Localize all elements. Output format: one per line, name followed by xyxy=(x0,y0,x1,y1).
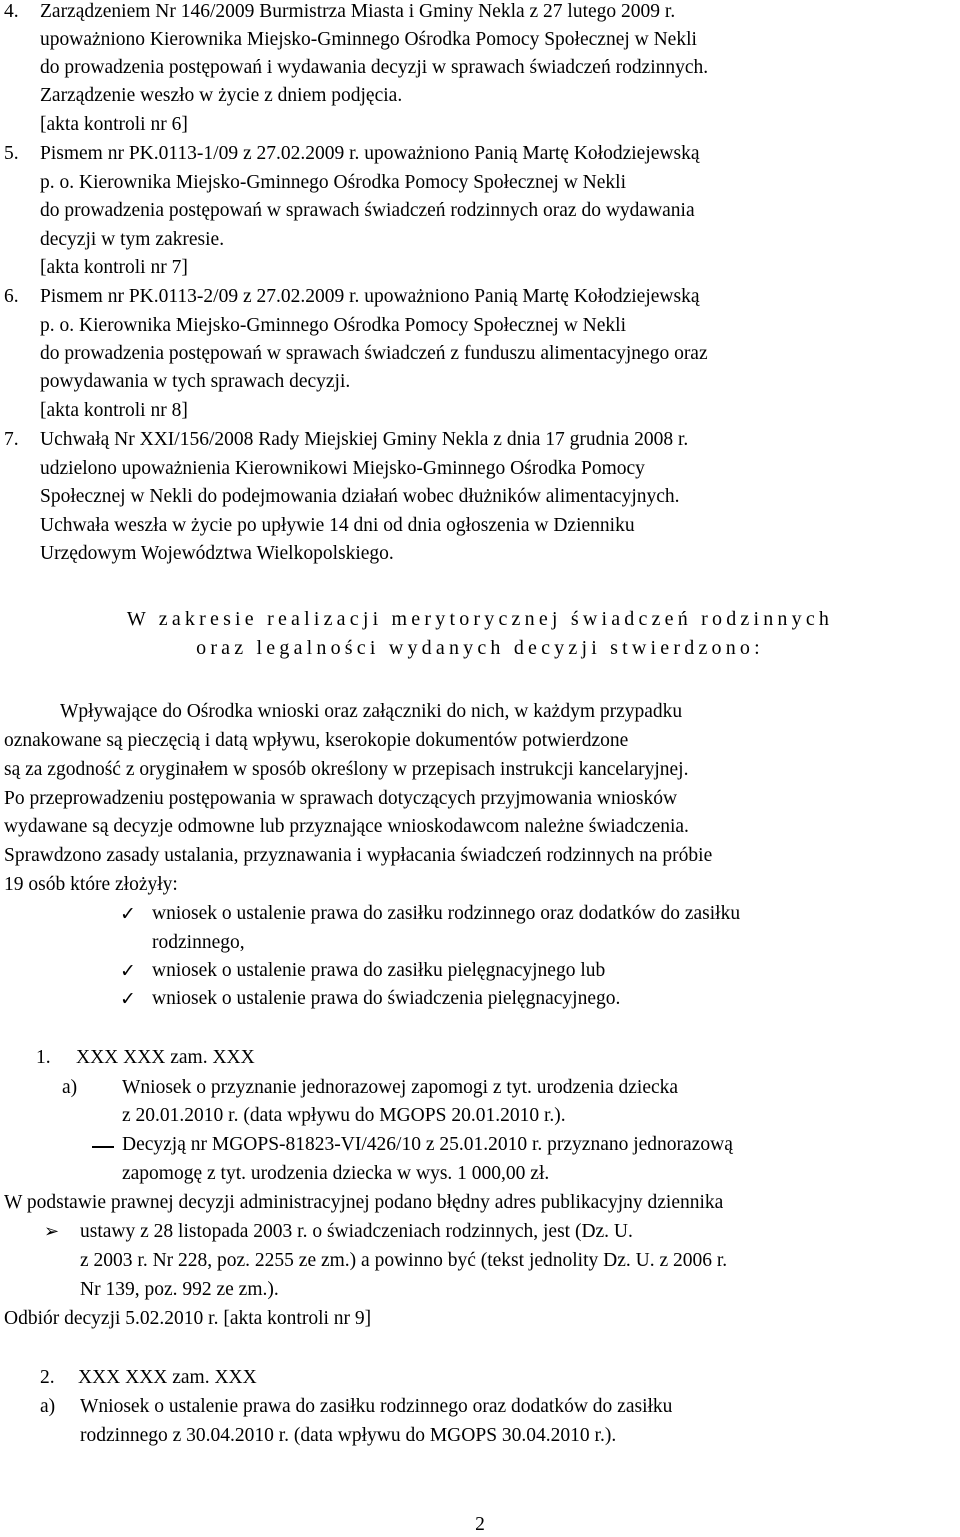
list-line: Zarządzenie weszło w życie z dniem podjęcia. xyxy=(40,85,403,106)
check-item-line: wniosek o ustalenie prawa do zasiłku rodzinnego oraz dodatków do zasiłku xyxy=(152,903,741,924)
list-number: 7. xyxy=(4,429,19,450)
case-number: 2. xyxy=(40,1367,55,1388)
case-subitem-line: Wniosek o ustalenie prawa do zasiłku rodzinnego oraz dodatków do zasiłku xyxy=(80,1396,673,1417)
list-line: powydawania w tych sprawach decyzji. xyxy=(40,371,351,392)
arrow-item-line: Nr 139, poz. 992 ze zm.). xyxy=(80,1279,279,1300)
case-name: XXX XXX zam. XXX xyxy=(76,1047,255,1068)
section-heading: W zakresie realizacji merytorycznej świadczeń rodzinnych xyxy=(126,608,834,630)
check-item-line: wniosek o ustalenie prawa do zasiłku pielęgnacyjnego lub xyxy=(152,960,606,981)
text: Zarządzeniem Nr 146/2009 Burmistrza Miasta i Gminy Nekla z 27 lutego 2009 r. xyxy=(40,1,676,22)
list-line: [akta kontroli nr 8] xyxy=(40,400,188,421)
list-line: udzielono upoważnienia Kierownikowi Miejsko-Gminnego Ośrodka Pomocy xyxy=(40,458,645,479)
case-decision-line: zapomogę z tyt. urodzenia dziecka w wys. 1 000,00 zł. xyxy=(122,1163,550,1184)
paragraph-line: są za zgodność z oryginałem w sposób określony w przepisach instrukcji kancelaryjnej. xyxy=(4,759,689,780)
list-number: 6. xyxy=(4,286,19,307)
list-line: p. o. Kierownika Miejsko-Gminnego Ośrodka Pomocy Społecznej w Nekli xyxy=(40,315,626,336)
case-subitem-line: z 20.01.2010 r. (data wpływu do MGOPS 20.01.2010 r.). xyxy=(122,1105,566,1126)
paragraph-line: Wpływające do Ośrodka wnioski oraz załączniki do nich, w każdym przypadku xyxy=(60,701,683,722)
case-subitem-line: Wniosek o przyznanie jednorazowej zapomogi z tyt. urodzenia dziecka xyxy=(122,1077,679,1098)
paragraph-line: wydawane są decyzje odmowne lub przyznające wnioskodawcom należne świadczenia. xyxy=(4,816,689,837)
list-line: [akta kontroli nr 6] xyxy=(40,114,188,135)
paragraph-line: Sprawdzono zasady ustalania, przyznawania i wypłacania świadczeń rodzinnych na próbie xyxy=(4,845,713,866)
paragraph-line: oznakowane są pieczęcią i datą wpływu, kserokopie dokumentów potwierdzone xyxy=(4,730,629,751)
paragraph-line: Po przeprowadzeniu postępowania w sprawach dotyczących przyjmowania wniosków xyxy=(4,788,678,809)
list-line: do prowadzenia postępowań w sprawach świadczeń z funduszu alimentacyjnego oraz xyxy=(40,343,708,364)
case-number: 1. xyxy=(36,1047,51,1068)
case-decision-line: Decyzją nr MGOPS-81823-VI/426/10 z 25.01.2010 r. przyznano jednorazową xyxy=(122,1134,733,1155)
dash-bullet-icon xyxy=(92,1146,114,1148)
case-subitem-label: a) xyxy=(62,1077,78,1098)
list-number: 5. xyxy=(4,143,19,164)
list-line: p. o. Kierownika Miejsko-Gminnego Ośrodka Pomocy Społecznej w Nekli xyxy=(40,172,626,193)
list-line: Społecznej w Nekli do podejmowania działań wobec dłużników alimentacyjnych. xyxy=(40,486,680,507)
check-mark-icon: ✓ xyxy=(120,988,136,1010)
list-line: [akta kontroli nr 7] xyxy=(40,257,188,278)
list-line: Uchwała weszła w życie po upływie 14 dni od dnia ogłoszenia w Dzienniku xyxy=(40,515,635,536)
check-mark-icon: ✓ xyxy=(120,960,136,982)
list-line: do prowadzenia postępowań w sprawach świadczeń rodzinnych oraz do wydawania xyxy=(40,200,695,221)
arrow-item-line: z 2003 r. Nr 228, poz. 2255 ze zm.) a powinno być (tekst jednolity Dz. U. z 2006 r. xyxy=(80,1250,728,1271)
paragraph-line: 19 osób które złożyły: xyxy=(4,874,178,895)
list-line: upoważniono Kierownika Miejsko-Gminnego Ośrodka Pomocy Społecznej w Nekli xyxy=(40,29,697,50)
list-line: Uchwałą Nr XXI/156/2008 Rady Miejskiej Gminy Nekla z dnia 17 grudnia 2008 r. xyxy=(40,429,689,450)
section-heading: oraz legalności wydanych decyzji stwierdzono: xyxy=(196,637,764,659)
case-subitem-label: a) xyxy=(40,1396,56,1417)
list-line: do prowadzenia postępowań i wydawania decyzji w sprawach świadczeń rodzinnych. xyxy=(40,57,709,78)
list-line xyxy=(40,0,952,24)
arrow-item-line: ustawy z 28 listopada 2003 r. o świadczeniach rodzinnych, jest (Dz. U. xyxy=(80,1221,633,1242)
case-subitem-line: rodzinnego z 30.04.2010 r. (data wpływu do MGOPS 30.04.2010 r.). xyxy=(80,1425,617,1446)
page-number: 2 xyxy=(475,1514,485,1535)
check-item-line: rodzinnego, xyxy=(152,932,245,953)
case-note: W podstawie prawnej decyzji administracyjnej podano błędny adres publikacyjny dziennika xyxy=(4,1192,724,1213)
list-line: Pismem nr PK.0113-1/09 z 27.02.2009 r. upoważniono Panią Martę Kołodziejewską xyxy=(40,143,700,164)
case-name: XXX XXX zam. XXX xyxy=(78,1367,257,1388)
list-line: Pismem nr PK.0113-2/09 z 27.02.2009 r. upoważniono Panią Martę Kołodziejewską xyxy=(40,286,700,307)
case-receipt: Odbiór decyzji 5.02.2010 r. [akta kontroli nr 9] xyxy=(4,1308,372,1329)
list-number: 4. xyxy=(4,1,19,22)
list-line: Urzędowym Województwa Wielkopolskiego. xyxy=(40,543,394,564)
check-item-line: wniosek o ustalenie prawa do świadczenia pielęgnacyjnego. xyxy=(152,988,621,1009)
check-mark-icon: ✓ xyxy=(120,903,136,925)
arrow-bullet-icon: ➢ xyxy=(44,1221,60,1242)
list-line: decyzji w tym zakresie. xyxy=(40,229,225,250)
